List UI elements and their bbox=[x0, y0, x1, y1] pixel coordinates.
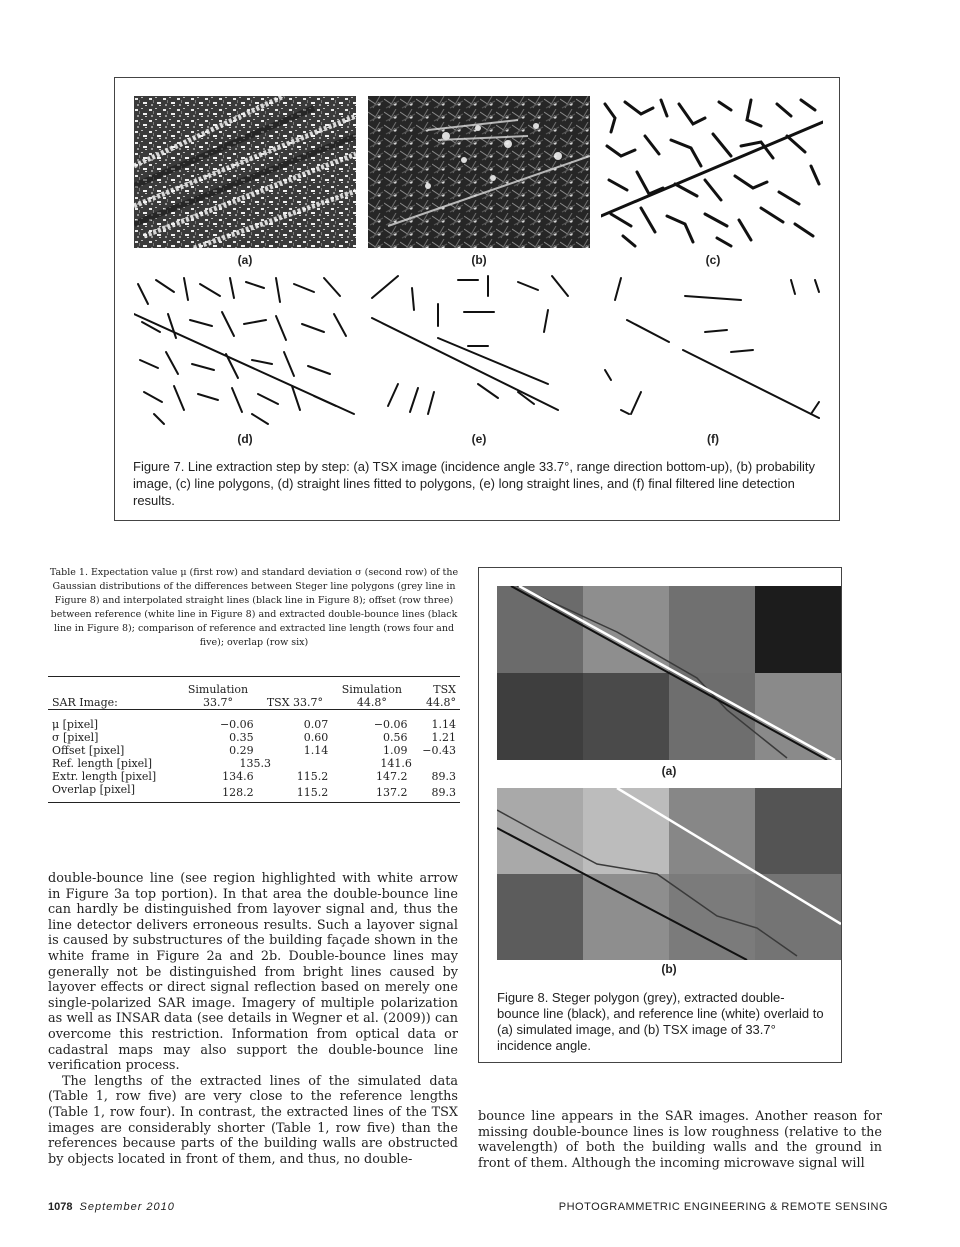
table-cell: 128.2 bbox=[222, 786, 254, 799]
table-header-row-top bbox=[48, 677, 460, 697]
column-header: 33.7° bbox=[203, 696, 233, 709]
table-row bbox=[48, 783, 460, 803]
figure-7b-label: (b) bbox=[471, 253, 487, 267]
column-header: TSX 33.7° bbox=[266, 696, 324, 709]
paragraph: double-bounce line (see region highlighted with white arrow in Figure 3a top portion). In that area the double-bounce line can hardly be distinguished from layover signal and, thus the line detector delivers erroneous results. Such a layover signal is caused by substructures of the building façade shown in the white frame in Figure 2a and 2b. Double-bounce lines may generally not be distinguished from bright lines caused by layover effects or direct signal reflection based on merely one single-polarized SAR image. Imagery of multiple polarization as well as INSAR data (see details in Wegner et al. (2009)) can overcome this restriction. Information from optical data or cadastral maps may also support the double-bounce line verification process. bbox=[48, 871, 458, 1074]
figure-7a-label: (a) bbox=[237, 253, 253, 267]
row-label: σ [pixel] bbox=[52, 731, 99, 744]
table-cell: 0.60 bbox=[303, 731, 329, 744]
row-label: Ref. length [pixel] bbox=[52, 757, 152, 770]
table-cell: 141.6 bbox=[380, 757, 412, 770]
row-header: SAR Image: bbox=[52, 696, 118, 709]
table-cell: 0.35 bbox=[229, 731, 254, 744]
figure-7f-final-filtered-lines bbox=[601, 274, 823, 426]
figure-8-caption: Figure 8. Steger polygon (grey), extracted double-bounce line (black), and reference line (white) overlaid to (a) simulated image, and (b) TSX image of 33.7° incidence angle. bbox=[497, 990, 824, 1053]
table-cell: 0.56 bbox=[383, 731, 408, 744]
table-cell: −0.43 bbox=[422, 744, 456, 757]
figure-7c-line-polygons bbox=[601, 96, 823, 248]
figure-7-caption: Figure 7. Line extraction step by step: (a) TSX image (incidence angle 33.7°, range direction bottom-up), (b) probability image, (c) line polygons, (d) straight lines fitted to polygons, (e) long straight lines, and (f) final filtered line detection results. bbox=[133, 459, 816, 508]
column-header: 44.8° bbox=[426, 696, 456, 709]
figure-7b-probability-image bbox=[368, 96, 590, 248]
journal-name: PHOTOGRAMMETRIC ENGINEERING & REMOTE SENSING bbox=[558, 1201, 888, 1213]
table-cell: −0.06 bbox=[219, 718, 254, 731]
paragraph: The lengths of the extracted lines of the simulated data (Table 1, row five) are very close to the reference lengths (Table 1, row four). In contrast, the extracted lines of the TSX images are considerably shorter (Table 1, row five) than the references because parts of the building walls are obstructed by objects located in front of them, and thus, no double- bbox=[48, 1073, 458, 1167]
table-row bbox=[48, 744, 460, 757]
figure-8b-label: (b) bbox=[661, 962, 677, 976]
figure-7f-label: (f) bbox=[707, 432, 719, 446]
table-cell: 147.2 bbox=[376, 770, 408, 783]
table-header-row-bottom bbox=[48, 696, 460, 710]
figure-7d-label: (d) bbox=[237, 432, 253, 446]
table-cell: 115.2 bbox=[296, 770, 329, 783]
table-cell: −0.06 bbox=[373, 718, 408, 731]
figure-7e-long-straight-lines bbox=[368, 274, 590, 426]
figure-7e-label: (e) bbox=[471, 432, 487, 446]
column-header: TSX bbox=[433, 683, 456, 696]
table-row bbox=[48, 718, 460, 731]
figure-7d-straight-lines bbox=[134, 274, 356, 426]
figure-8 bbox=[478, 567, 842, 1063]
figure-8a-simulated-image bbox=[497, 586, 841, 760]
table-cell: 137.2 bbox=[376, 786, 408, 799]
table-row bbox=[48, 757, 460, 770]
table-row bbox=[48, 770, 460, 783]
page-number: 1078 bbox=[48, 1201, 73, 1213]
table-cell: 0.07 bbox=[303, 718, 329, 731]
table-cell: 1.14 bbox=[431, 718, 456, 731]
table-cell: 1.09 bbox=[383, 744, 408, 757]
row-label: Extr. length [pixel] bbox=[52, 770, 157, 783]
row-label: Offset [pixel] bbox=[52, 744, 125, 757]
figure-7 bbox=[114, 77, 840, 521]
figure-7c-label: (c) bbox=[705, 253, 721, 267]
issue-date: September 2010 bbox=[79, 1201, 175, 1213]
table-row bbox=[48, 731, 460, 744]
table-1 bbox=[48, 676, 460, 803]
table-cell: 0.29 bbox=[229, 744, 254, 757]
figure-8b-tsx-image bbox=[497, 788, 841, 960]
figure-8a-label: (a) bbox=[661, 764, 677, 778]
figure-7a-tsx-image bbox=[134, 96, 356, 248]
column-header: Simulation bbox=[187, 683, 249, 696]
right-column-text bbox=[478, 1109, 882, 1171]
table-cell: 1.14 bbox=[303, 744, 329, 757]
row-label: Overlap [pixel] bbox=[52, 783, 135, 796]
footer-left bbox=[48, 1201, 175, 1213]
table-1-caption: Table 1. Expectation value μ (first row) and standard deviation σ (second row) of the Gaussian distributions of the differences between Steger line polygons (grey line in Figure 8) and interpolated straight lines (black line in Figure 8); offset (row three) between reference (white line in Figure 8) and extracted double-bounce lines (black line in Figure 8); comparison of reference and extracted line length (rows four and five); overlap (row six) bbox=[49, 567, 459, 648]
table-cell: 89.3 bbox=[431, 786, 456, 799]
table-cell: 89.3 bbox=[431, 770, 456, 783]
left-column-text bbox=[48, 871, 458, 1167]
table-cell: 115.2 bbox=[296, 786, 329, 799]
row-label: μ [pixel] bbox=[52, 718, 99, 731]
column-header: 44.8° bbox=[356, 696, 387, 709]
table-cell: 135.3 bbox=[239, 757, 272, 770]
table-cell: 1.21 bbox=[431, 731, 456, 744]
paragraph: bounce line appears in the SAR images. Another reason for missing double-bounce lines is low roughness (relative to the wavelength) of both the building walls and the ground in front of them. Although the incoming microwave signal will bbox=[478, 1109, 882, 1171]
column-header: Simulation bbox=[341, 683, 403, 696]
table-cell: 134.6 bbox=[222, 770, 254, 783]
